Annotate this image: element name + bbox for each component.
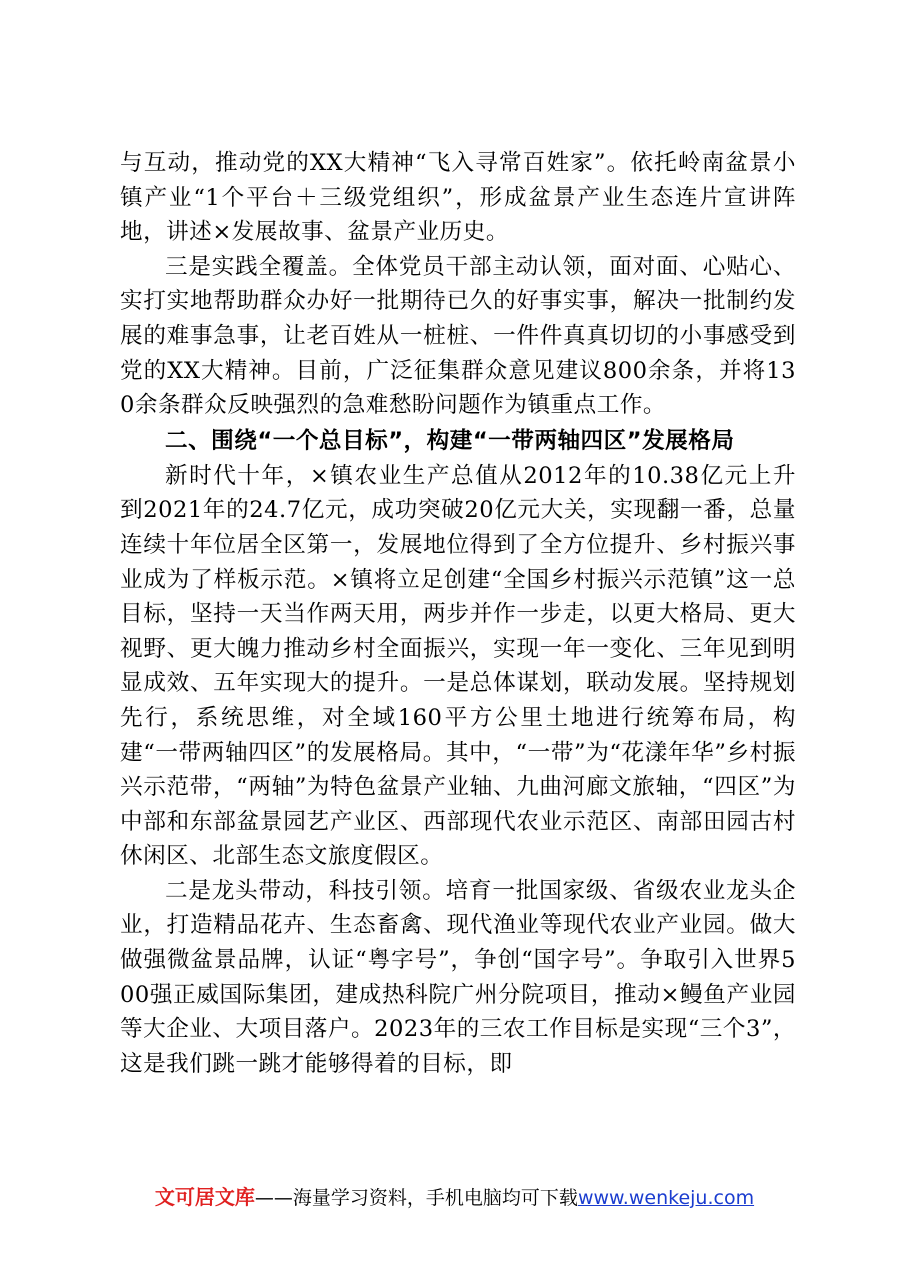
paragraph-practice-coverage: 三是实践全覆盖。全体党员干部主动认领，面对面、心贴心、实打实地帮助群众办好一批期待已久的好事实事，解决一批制约发展的难事急事，让老百姓从一桩桩、一件件真真切切的小事感受到党的XX大精神。目前，广泛征集群众意见建议800余条，并将130余条群众反映强烈的急难愁盼问题作为镇重点工作。 [120,253,796,419]
paragraph-leading-enterprises: 二是龙头带动，科技引领。培育一批国家级、省级农业龙头企业，打造精品花卉、生态畜禽、现代渔业等现代农业产业园。做大做强微盆景品牌，认证“粤字号”，争创“国字号”。争取引入世界500强正威国际集团，建成热科院广州分院项目，推动×鳗鱼产业园等大企业、大项目落户。2023年的三农工作目标是实现“三个3”，这是我们跳一跳才能够得着的目标，即 [120,877,796,1077]
footer-brand: 文可居文库 [154,1185,255,1209]
footer-description: 海量学习资料，手机电脑均可下载 [292,1187,578,1209]
paragraph-new-era-decade: 新时代十年，×镇农业生产总值从2012年的10.38亿元上升到2021年的24.7亿元，成功突破20亿元大关，实现翻一番，总量连续十年位居全区第一，发展地位得到了全方位提升、乡村振兴事业成为了样板示范。×镇将立足创建“全国乡村振兴示范镇”这一总目标，坚持一天当作两天用，两步并作一步走，以更大格局、更大视野、更大魄力推动乡村全面振兴，实现一年一变化、三年见到明显成效、五年实现大的提升。一是总体谋划，联动发展。坚持规划先行，系统思维，对全域160平方公里土地进行统筹布局，构建“一带两轴四区”的发展格局。其中，“一带”为“花漾年华”乡村振兴示范带，“两轴”为特色盆景产业轴、九曲河廊文旅轴，“四区”为中部和东部盆景园艺产业区、西部现代农业示范区、南部田园古村休闲区、北部生态文旅度假区。 [120,462,796,870]
footer-url-link[interactable]: www.wenkeju.com [577,1187,755,1209]
paragraph-continuation: 与互动，推动党的XX大精神“飞入寻常百姓家”。依托岭南盆景小镇产业“1个平台＋三级党组织”，形成盆景产业生态连片宣讲阵地，讲述×发展故事、盆景产业历史。 [120,150,796,246]
section-heading: 二、围绕“一个总目标”，构建“一带两轴四区”发展格局 [165,427,735,454]
footer-dash: —— [254,1187,293,1209]
document-body [120,146,796,1081]
footer-watermark [0,1184,909,1211]
